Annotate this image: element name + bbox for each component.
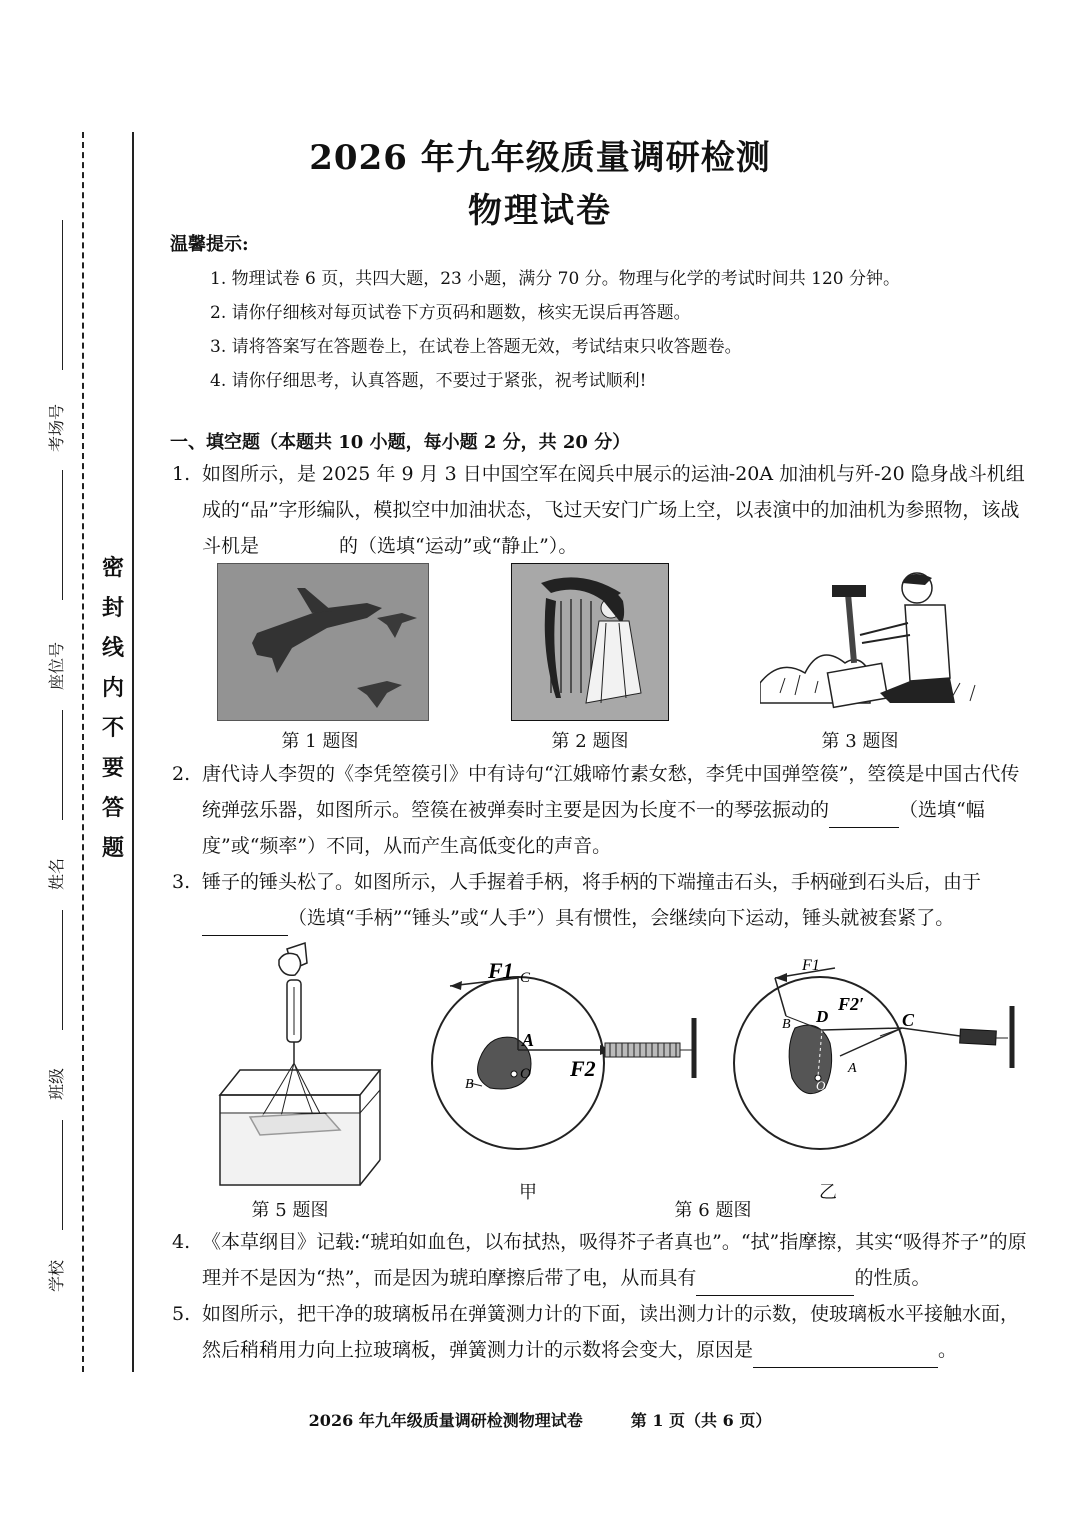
question-text: （选填“幅度”或“频率”）不同，从而产生高低变化的声音。 (202, 799, 985, 857)
seal-char: 答 (101, 795, 124, 821)
fig5-spring-scale-glass (215, 935, 390, 1193)
page-footer: 2026 年九年级质量调研检测物理试卷 第 1 页（共 6 页） (308, 1411, 772, 1430)
label-B: B (465, 1077, 474, 1092)
section-heading: 一、填空题（本题共 10 小题，每小题 2 分，共 20 分） (170, 432, 631, 453)
fig5-caption: 第 5 题图 (251, 1200, 329, 1221)
fig3-hammer-boy (760, 563, 990, 713)
field-label: 学校 (47, 1259, 66, 1292)
question-text: 锤子的锤头松了。如图所示，人手握着手柄，将手柄的下端撞击石头，手柄碰到石头后，由于 (202, 871, 982, 893)
field-name (14, 710, 74, 900)
field-line (62, 710, 63, 820)
label-F1: F1 (802, 957, 820, 974)
tip-item: 2. 请你仔细核对每页试卷下方页码和题数，核实无误后再答题。 (210, 303, 691, 323)
tip-item: 1. 物理试卷 6 页，共四大题，23 小题，满分 70 分。物理与化学的考试时间共 120 分钟。 (210, 269, 900, 289)
label-F1: F1 (488, 958, 514, 983)
answer-blank (753, 1345, 938, 1368)
field-school (14, 1120, 74, 1300)
fig3-caption: 第 3 题图 (821, 731, 899, 752)
field-exam-room (14, 220, 74, 460)
fig1-aircraft-formation (217, 563, 429, 721)
seal-char: 密 (101, 555, 124, 581)
field-line (62, 1120, 63, 1230)
label-O: O (816, 1078, 826, 1093)
question-text: 《本草纲目》记载:“琥珀如血色，以布拭热，吸得芥子者真也”。“拭”指摩擦，其实“吸得芥子”的原理并不是因为“热”，而是因为琥珀摩擦后带了电，从而具有 (202, 1231, 1027, 1289)
answer-blank (829, 805, 899, 828)
tip-item: 4. 请你仔细思考，认真答题，不要过于紧张，祝考试顺利! (210, 371, 647, 391)
seal-char: 不 (101, 715, 124, 741)
field-line (62, 910, 63, 1030)
field-line (62, 220, 63, 370)
seal-char: 要 (101, 755, 124, 781)
field-seat (14, 470, 74, 700)
label-A: A (522, 1030, 535, 1050)
question-text: 的（选填“运动”或“静止”）。 (339, 535, 578, 557)
question-number: 1. (172, 463, 191, 485)
question-1 (172, 456, 1030, 564)
question-text: 如图所示，把干净的玻璃板吊在弹簧测力计的下面，读出测力计的示数，使玻璃板水平接触水面，然后稍稍用力向上拉玻璃板，弹簧测力计的示数将会变大，原因是 (202, 1303, 1020, 1361)
tips-heading: 温馨提示: (170, 234, 249, 255)
question-text: 的性质。 (854, 1267, 931, 1289)
field-label: 姓名 (47, 857, 66, 890)
fig2-caption: 第 2 题图 (551, 731, 629, 752)
fig6-yi-diagram (730, 948, 1025, 1178)
fig1-caption: 第 1 题图 (281, 731, 359, 752)
label-B: B (782, 1017, 791, 1032)
seal-char: 题 (101, 835, 124, 861)
seal-char: 封 (101, 595, 124, 621)
tip-item: 3. 请将答案写在答题卷上，在试卷上答题无效，考试结束只收答题卷。 (210, 337, 742, 357)
label-O: O (520, 1066, 531, 1082)
fig6-caption: 第 6 题图 (674, 1200, 752, 1221)
fig6-yi-caption: 乙 (819, 1182, 837, 1203)
seal-char: 内 (101, 675, 124, 701)
field-line (62, 470, 63, 600)
field-label: 考场号 (47, 403, 66, 452)
question-number: 2. (172, 763, 191, 785)
question-text: （选填“手柄”“锤头”或“人手”）具有惯性，会继续向下运动，锤头就被套紧了。 (288, 907, 955, 929)
label-F2-prime: F2′ (838, 994, 865, 1014)
label-A: A (848, 1061, 857, 1076)
fig6-jia-caption: 甲 (519, 1182, 537, 1203)
label-C: C (902, 1010, 915, 1030)
question-5 (172, 1296, 1030, 1368)
question-number: 4. (172, 1231, 191, 1253)
question-text: 如图所示，是 2025 年 9 月 3 日中国空军在阅兵中展示的运油-20A 加油机与歼-20 隐身战斗机组成的“品”字形编队，模拟空中加油状态，飞过天安门广场上空，以表演中的加油机为参照物，该战斗机是 (202, 463, 1025, 557)
binding-solid-line (132, 132, 134, 1372)
field-class (14, 910, 74, 1110)
page-subtitle: 物理试卷 (468, 191, 612, 231)
question-text: 。 (938, 1339, 958, 1361)
question-number: 3. (172, 871, 191, 893)
fig6-jia-diagram (430, 948, 710, 1178)
page-title: 2026 年九年级质量调研检测 (309, 138, 771, 178)
label-F2: F2 (570, 1056, 596, 1081)
question-3 (172, 864, 1030, 936)
answer-blank (696, 1273, 854, 1296)
seal-char: 线 (101, 635, 124, 661)
label-D: D (816, 1007, 829, 1026)
answer-blank (259, 541, 339, 564)
seal-notice (98, 548, 128, 868)
question-4 (172, 1224, 1030, 1296)
question-number: 5. (172, 1303, 191, 1325)
answer-blank (202, 913, 288, 936)
label-C: C (520, 970, 531, 986)
field-label: 座位号 (47, 641, 66, 690)
binding-dashed-line (82, 132, 84, 1372)
question-text: 唐代诗人李贺的《李凭箜篌引》中有诗句“江娥啼竹素女愁，李凭中国弹箜篌”，箜篌是中国古代传统弹弦乐器，如图所示。箜篌在被弹奏时主要是因为长度不一的琴弦振动的 (202, 763, 1020, 821)
question-2 (172, 756, 1030, 864)
field-label: 班级 (47, 1067, 66, 1100)
fig2-konghou-player (511, 563, 669, 721)
